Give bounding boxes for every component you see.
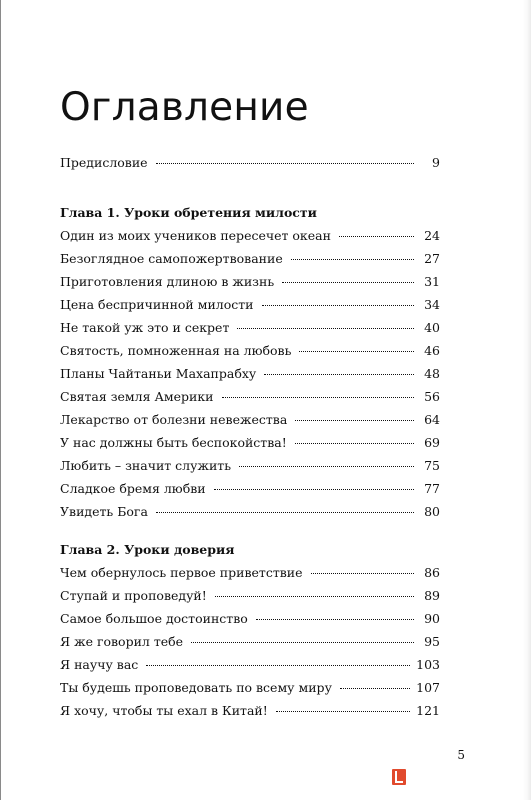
toc-leader-dots bbox=[276, 711, 410, 712]
toc-entry-title: Цена беспричинной милости bbox=[60, 297, 254, 312]
page-number: 5 bbox=[457, 748, 465, 762]
toc-leader-dots bbox=[156, 163, 414, 164]
toc-entry-page: 80 bbox=[424, 504, 440, 519]
toc-entry-title: Я хочу, чтобы ты ехал в Китай! bbox=[60, 703, 268, 718]
toc-entry bbox=[60, 226, 440, 246]
toc-entry-page: 89 bbox=[424, 588, 440, 603]
toc-entry-page: 9 bbox=[432, 155, 440, 170]
toc-entry-page: 64 bbox=[424, 412, 440, 427]
toc-entry bbox=[60, 410, 440, 430]
toc-leader-dots bbox=[340, 688, 410, 689]
toc-entry bbox=[60, 479, 440, 499]
table-of-contents bbox=[60, 0, 440, 800]
toc-entry bbox=[60, 678, 440, 698]
toc-entry bbox=[60, 433, 440, 453]
toc-entry-title: Ступай и проповедуй! bbox=[60, 588, 207, 603]
toc-entry-title: Я научу вас bbox=[60, 657, 139, 672]
toc-leader-dots bbox=[156, 512, 414, 513]
toc-entry-page: 77 bbox=[424, 481, 440, 496]
toc-entry-title: У нас должны быть беспокойства! bbox=[60, 435, 287, 450]
toc-entry-title: Чем обернулось первое приветствие bbox=[60, 565, 303, 580]
toc-entry bbox=[60, 272, 440, 292]
toc-entry-title: Ты будешь проповедовать по всему миру bbox=[60, 680, 332, 695]
toc-entry-title: Увидеть Бога bbox=[60, 504, 148, 519]
toc-entry-title: Я же говорил тебе bbox=[60, 634, 184, 649]
toc-entry bbox=[60, 456, 440, 476]
page-edge-shadow bbox=[523, 0, 531, 800]
toc-entry-title: Безоглядное самопожертвование bbox=[60, 251, 283, 266]
toc-entry-title: Святая земля Америки bbox=[60, 389, 214, 404]
page-title: Оглавление bbox=[60, 85, 309, 130]
toc-entry-page: 103 bbox=[416, 657, 440, 672]
toc-entry-page: 121 bbox=[416, 703, 440, 718]
toc-entry-page: 107 bbox=[416, 680, 440, 695]
toc-entry-page: 86 bbox=[424, 565, 440, 580]
toc-leader-dots bbox=[262, 305, 415, 306]
toc-leader-dots bbox=[214, 489, 414, 490]
toc-entry-page: 31 bbox=[424, 274, 440, 289]
toc-entry bbox=[60, 295, 440, 315]
toc-entry bbox=[60, 563, 440, 583]
toc-entry bbox=[60, 502, 440, 522]
toc-leader-dots bbox=[299, 351, 414, 352]
toc-leader-dots bbox=[339, 236, 414, 237]
toc-entry-title: Самое большое достоинство bbox=[60, 611, 248, 626]
toc-entry bbox=[60, 609, 440, 629]
toc-entry-title: Святость, помноженная на любовь bbox=[60, 343, 292, 358]
page-edge-left bbox=[0, 0, 1, 800]
toc-entry bbox=[60, 249, 440, 269]
toc-leader-dots bbox=[295, 443, 414, 444]
toc-leader-dots bbox=[264, 374, 414, 375]
toc-entry-preface bbox=[60, 153, 440, 173]
toc-entry-title: Любить – значит служить bbox=[60, 458, 232, 473]
toc-leader-dots bbox=[256, 619, 414, 620]
chapter-heading: Глава 2. Уроки доверия bbox=[60, 542, 235, 557]
toc-leader-dots bbox=[215, 596, 414, 597]
toc-entry-title: Предисловие bbox=[60, 155, 148, 170]
toc-leader-dots bbox=[311, 573, 415, 574]
toc-entry-page: 40 bbox=[424, 320, 440, 335]
toc-entry-title: Сладкое бремя любви bbox=[60, 481, 206, 496]
toc-entry-title: Один из моих учеников пересечет океан bbox=[60, 228, 331, 243]
toc-entry bbox=[60, 701, 440, 721]
toc-entry-page: 24 bbox=[424, 228, 440, 243]
toc-entry-page: 48 bbox=[424, 366, 440, 381]
toc-leader-dots bbox=[146, 665, 410, 666]
toc-entry bbox=[60, 341, 440, 361]
toc-entry bbox=[60, 318, 440, 338]
toc-leader-dots bbox=[222, 397, 414, 398]
toc-leader-dots bbox=[191, 642, 414, 643]
toc-leader-dots bbox=[239, 466, 414, 467]
toc-entry-page: 95 bbox=[424, 634, 440, 649]
chapter-heading: Глава 1. Уроки обретения милости bbox=[60, 205, 317, 220]
toc-entry-page: 90 bbox=[424, 611, 440, 626]
toc-entry-page: 69 bbox=[424, 435, 440, 450]
toc-entry-page: 27 bbox=[424, 251, 440, 266]
toc-entry bbox=[60, 632, 440, 652]
toc-entry-page: 46 bbox=[424, 343, 440, 358]
toc-leader-dots bbox=[237, 328, 414, 329]
toc-leader-dots bbox=[291, 259, 414, 260]
toc-entry bbox=[60, 387, 440, 407]
labirint-logo-icon bbox=[392, 769, 406, 785]
toc-entry-title: Планы Чайтаньи Махапрабху bbox=[60, 366, 257, 381]
toc-entry bbox=[60, 364, 440, 384]
toc-entry-page: 75 bbox=[424, 458, 440, 473]
toc-leader-dots bbox=[282, 282, 414, 283]
toc-entry-title: Лекарство от болезни невежества bbox=[60, 412, 288, 427]
toc-entry-page: 34 bbox=[424, 297, 440, 312]
toc-entry bbox=[60, 586, 440, 606]
toc-leader-dots bbox=[295, 420, 414, 421]
toc-entry-title: Не такой уж это и секрет bbox=[60, 320, 230, 335]
toc-entry bbox=[60, 655, 440, 675]
toc-entry-page: 56 bbox=[424, 389, 440, 404]
toc-entry-title: Приготовления длиною в жизнь bbox=[60, 274, 275, 289]
